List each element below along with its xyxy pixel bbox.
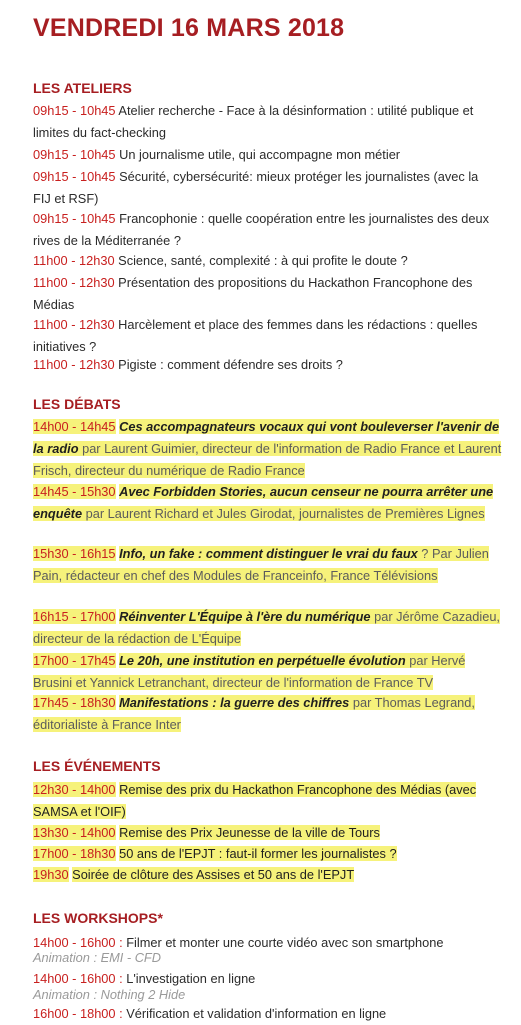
atelier-time: 11h00 - 12h30 [33,317,115,332]
section-debats-heading: LES DÉBATS [33,396,121,412]
atelier-text: Sécurité, cybersécurité: mieux protéger les journalistes (avec la FIJ et RSF) [33,169,479,206]
debat-item [33,606,503,650]
workshop-animation: Animation : EMI - CFD [33,950,161,965]
debat-title: Manifestations : la guerre des chiffres [119,695,350,710]
atelier-text: Pigiste : comment défendre ses droits ? [118,357,343,372]
atelier-item [33,100,495,144]
workshop-time: 14h00 - 16h00 : [33,935,123,950]
atelier-text: Un journalisme utile, qui accompagne mon métier [119,147,401,162]
atelier-time: 09h15 - 10h45 [33,211,116,226]
debat-desc: par Hervé Brusini et Yannick Letranchant, directeur de l'information de France TV [33,653,466,690]
evenement-time: 17h00 - 18h30 [33,846,116,861]
debat-time: 16h15 - 17h00 [33,609,116,624]
debat-time: 17h45 - 18h30 [33,695,116,710]
evenement-text: Soirée de clôture des Assises et 50 ans de l'EPJT [72,867,355,882]
debat-time: 17h00 - 17h45 [33,653,116,668]
atelier-time: 09h15 - 10h45 [33,147,116,162]
evenement-item [33,864,495,886]
debat-title: Info, un fake : comment distinguer le vrai du faux [119,546,418,561]
atelier-text: Science, santé, complexité : à qui profite le doute ? [118,253,408,268]
debat-item [33,692,503,736]
section-ateliers-heading: LES ATELIERS [33,80,132,96]
atelier-item [33,208,495,252]
debat-desc: par Laurent Guimier, directeur de l'information de Radio France et Laurent Frisch, directeur du numérique de Radio France [33,441,502,478]
page-title: VENDREDI 16 MARS 2018 [33,14,345,42]
atelier-item [33,314,495,358]
atelier-time: 11h00 - 12h30 [33,275,115,290]
evenement-text: Remise des Prix Jeunesse de la ville de Tours [119,825,380,840]
atelier-item [33,250,495,272]
atelier-time: 11h00 - 12h30 [33,253,115,268]
atelier-item [33,166,495,210]
section-evenements-heading: LES ÉVÉNEMENTS [33,758,161,774]
debat-item [33,543,503,587]
evenement-time: 13h30 - 14h00 [33,825,116,840]
debat-title: Ces accompagnateurs vocaux qui vont bouleverser l'avenir de la radio [33,419,500,456]
debat-desc: ? Par Julien Pain, rédacteur en chef des Modules de Franceinfo, France Télévisions [33,546,489,583]
evenement-time: 19h30 [33,867,69,882]
atelier-text: Harcèlement et place des femmes dans les rédactions : quelles initiatives ? [33,317,478,354]
debat-item [33,650,503,694]
workshop-text: L'investigation en ligne [126,971,256,986]
debat-desc: par Laurent Richard et Jules Girodat, journalistes de Premières Lignes [82,506,485,521]
evenement-text: Remise des prix du Hackathon Francophone des Médias (avec SAMSA et l'OIF) [33,782,477,819]
debat-title: Réinventer L'Équipe à l'ère du numérique [119,609,371,624]
evenement-item [33,822,495,844]
atelier-time: 09h15 - 10h45 [33,103,116,118]
workshop-text: Filmer et monter une courte vidéo avec son smartphone [126,935,444,950]
atelier-text: Atelier recherche - Face à la désinformation : utilité publique et limites du fact-checking [33,103,474,140]
debat-desc: par Thomas Legrand, éditorialiste à France Inter [33,695,475,732]
atelier-text: Présentation des propositions du Hackathon Francophone des Médias [33,275,473,312]
debat-desc: par Jérôme Cazadieu, directeur de la rédaction de L'Équipe [33,609,500,646]
debat-time: 14h45 - 15h30 [33,484,116,499]
debat-item [33,416,503,482]
atelier-text: Francophonie : quelle coopération entre les journalistes des deux rives de la Méditerranée ? [33,211,490,248]
evenement-time: 12h30 - 14h00 [33,782,116,797]
atelier-item [33,272,495,316]
debat-time: 14h00 - 14h45 [33,419,116,434]
workshop-time: 16h00 - 18h00 : [33,1006,123,1021]
atelier-time: 09h15 - 10h45 [33,169,116,184]
debat-title: Le 20h, une institution en perpétuelle évolution [119,653,406,668]
evenement-item [33,779,495,823]
workshop-time: 14h00 - 16h00 : [33,971,123,986]
evenement-text: 50 ans de l'EPJT : faut-il former les journalistes ? [119,846,397,861]
evenement-item [33,843,495,865]
debat-item [33,481,503,525]
atelier-item [33,144,495,166]
debat-title: Avec Forbidden Stories, aucun censeur ne pourra arrêter une enquête [33,484,494,521]
section-workshops-heading: LES WORKSHOPS* [33,910,163,926]
atelier-item [33,354,495,376]
atelier-time: 11h00 - 12h30 [33,357,115,372]
workshop-item [33,1003,495,1025]
workshop-text: Vérification et validation d'information en ligne [126,1006,387,1021]
debat-time: 15h30 - 16h15 [33,546,116,561]
workshop-animation: Animation : Nothing 2 Hide [33,987,186,1002]
